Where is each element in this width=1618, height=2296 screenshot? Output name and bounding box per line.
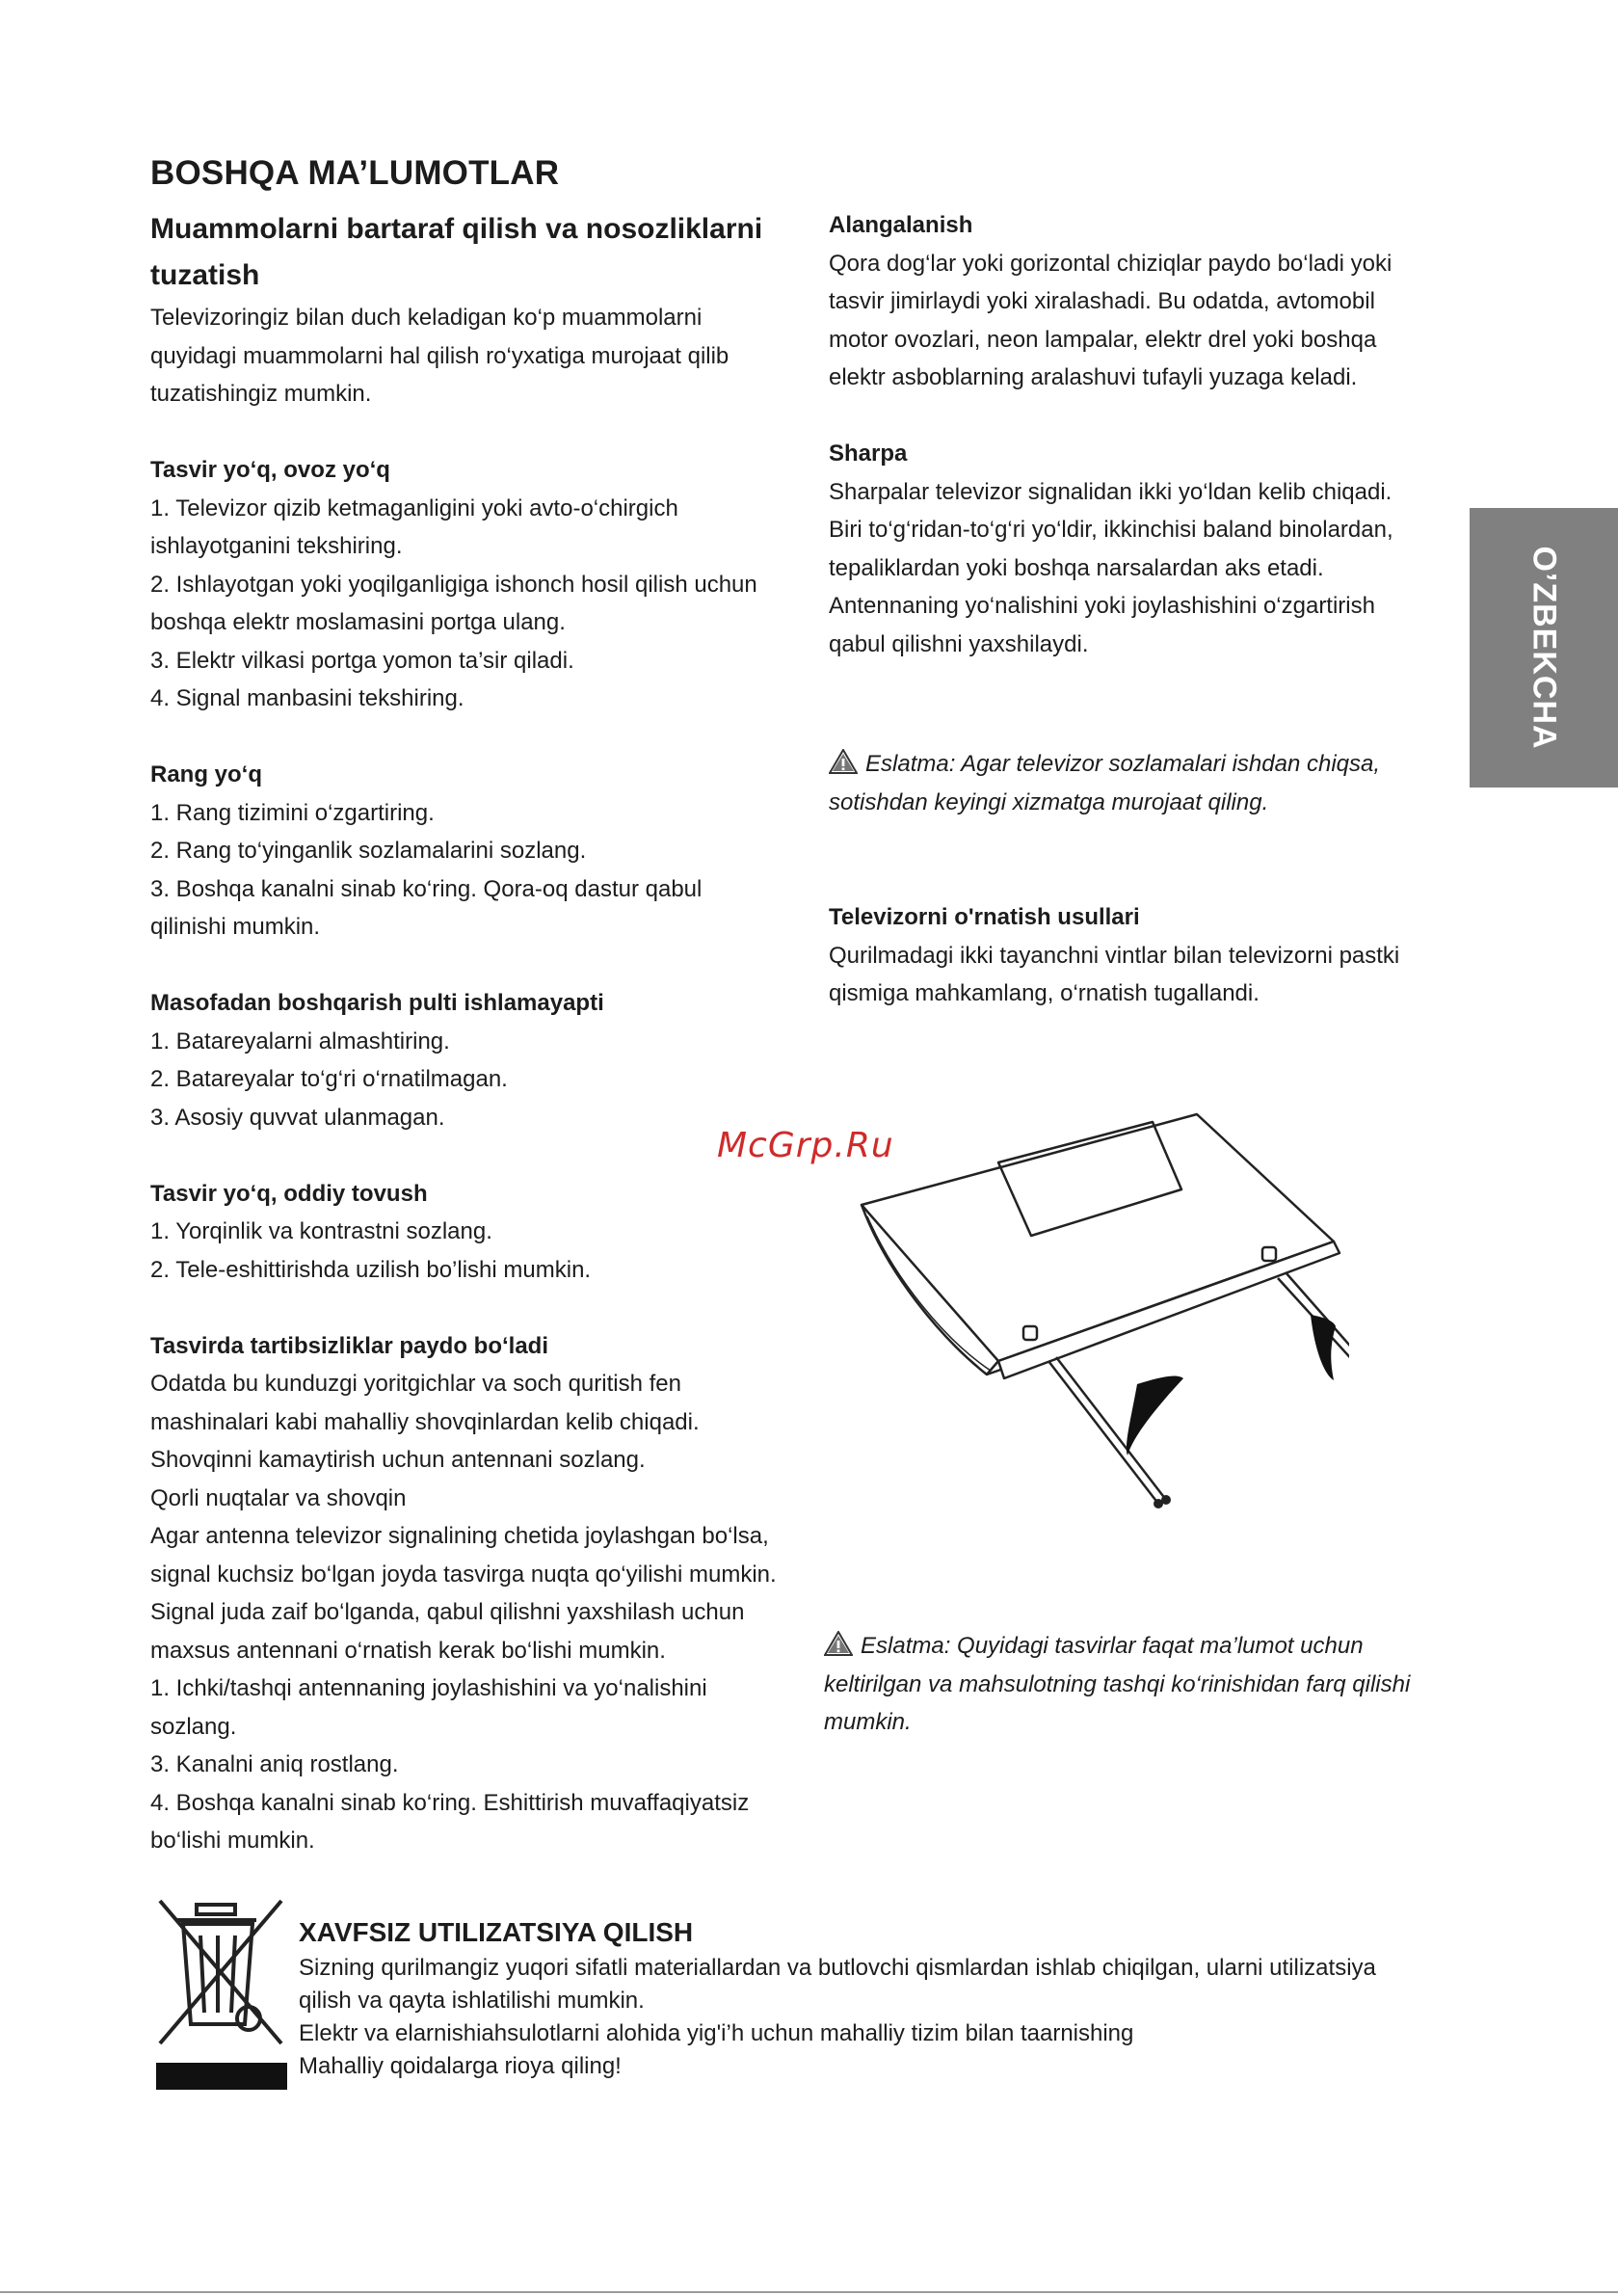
- section-line: 4. Signal manbasini tekshiring.: [150, 685, 464, 711]
- section-line: ishlayotganini tekshiring.: [150, 533, 403, 559]
- section-title-flicker: Alangalanish: [829, 212, 973, 238]
- section-line: sozlang.: [150, 1713, 237, 1740]
- section-line: 1. Yorqinlik va kontrastni sozlang.: [150, 1218, 492, 1244]
- section-line: 2. Tele-eshittirishda uzilish bo’lishi mumkin.: [150, 1256, 592, 1283]
- section-line: 1. Ichki/tashqi antennaning joylashishini va yo‘nalishini: [150, 1675, 707, 1701]
- disposal-line: Sizning qurilmangiz yuqori sifatli materiallardan va butlovchi qismlardan ishlab chiqilgan, ularni utilizatsiya: [299, 1955, 1376, 1981]
- section-title-interference: Tasvirda tartibsizliklar paydo bo‘ladi: [150, 1332, 549, 1359]
- troubleshooting-heading-line2: tuzatish: [150, 259, 260, 291]
- note-line: Eslatma: Quyidagi tasvirlar faqat ma’lumot uchun: [861, 1633, 1364, 1659]
- language-tab: [1470, 508, 1618, 788]
- disposal-title: XAVFSIZ UTILIZATSIYA QILISH: [299, 1917, 694, 1947]
- language-tab-label: O’ZBEKCHA: [1525, 546, 1563, 750]
- section-line: qilinishi mumkin.: [150, 914, 321, 940]
- section-title-no-picture-normal-sound: Tasvir yo‘q, oddiy tovush: [150, 1180, 428, 1207]
- section-line: qismiga mahkamlang, o‘rnatish tugallandi.: [829, 980, 1260, 1006]
- section-line: tasvir jimirlaydi yoki xiralashadi. Bu odatda, avtomobil: [829, 288, 1375, 314]
- section-line: 1. Batareyalarni almashtiring.: [150, 1028, 450, 1055]
- install-section: [829, 898, 1465, 1013]
- section-line: Signal juda zaif bo‘lganda, qabul qilishni yaxshilash uchun: [150, 1599, 745, 1625]
- page-title: BOSHQA MA’LUMOTLAR: [150, 154, 560, 192]
- section-line: 3. Elektr vilkasi portga yomon ta’sir qiladi.: [150, 647, 574, 674]
- section-line: Biri to‘g‘ridan-to‘g‘ri yo‘ldir, ikkinchisi baland binolardan,: [829, 517, 1393, 543]
- warning-icon: [824, 1631, 853, 1656]
- section-line: 2. Batareyalar to‘g‘ri o‘rnatilmagan.: [150, 1066, 508, 1092]
- intro-line: quyidagi muammolarni hal qilish ro‘yxatiga murojaat qilib: [150, 342, 729, 369]
- section-line: Agar antenna televizor signalining chetida joylashgan bo‘lsa,: [150, 1523, 769, 1549]
- section-line: 3. Asosiy quvvat ulanmagan.: [150, 1104, 445, 1131]
- note-line: mumkin.: [824, 1709, 912, 1735]
- bottom-rule: [0, 2291, 1618, 2293]
- section-line: mashinalari kabi mahalliy shovqinlardan kelib chiqadi.: [150, 1408, 700, 1435]
- section-line: 1. Rang tizimini o‘zgartiring.: [150, 799, 435, 826]
- section-line: 2. Rang to‘yinganlik sozlamalarini sozlang.: [150, 838, 587, 864]
- disposal-line: Mahalliy qoidalarga rioya qiling!: [299, 2053, 622, 2079]
- note-illustration: [824, 1627, 1479, 1742]
- section-line: Qora dog‘lar yoki gorizontal chiziqlar paydo bo‘ladi yoki: [829, 250, 1393, 277]
- right-column: [829, 206, 1465, 663]
- section-line: maxsus antennani o‘rnatish kerak bo‘lishi mumkin.: [150, 1637, 666, 1664]
- section-line: 2. Ishlayotgan yoki yoqilganligiga ishonch hosil qilish uchun: [150, 571, 757, 598]
- section-line: 1. Televizor qizib ketmaganligini yoki avto-o‘chirgich: [150, 494, 678, 521]
- section-line: qabul qilishni yaxshilaydi.: [829, 630, 1089, 657]
- intro-line: Televizoringiz bilan duch keladigan ko‘p muammolarni: [150, 305, 703, 331]
- troubleshooting-heading-line1: Muammolarni bartaraf qilish va nosozliklarni: [150, 213, 763, 245]
- section-line: tepaliklardan yoki boshqa narsalardan aks etadi.: [829, 554, 1324, 581]
- section-line: Shovqinni kamaytirish uchun antennani sozlang.: [150, 1447, 646, 1473]
- watermark: McGrp.Ru: [717, 1126, 894, 1165]
- crossed-bin-icon: [156, 1897, 291, 2095]
- section-line: motor ovozlari, neon lampalar, elektr drel yoki boshqa: [829, 326, 1377, 353]
- section-line: 3. Boshqa kanalni sinab ko‘ring. Qora-oq dastur qabul: [150, 875, 703, 902]
- note-line: Eslatma: Agar televizor sozlamalari ishdan chiqsa,: [865, 751, 1381, 777]
- intro-line: tuzatishingiz mumkin.: [150, 381, 372, 407]
- section-title-no-picture-no-sound: Tasvir yo‘q, ovoz yo‘q: [150, 457, 390, 483]
- tv-stand-illustration: [848, 1099, 1349, 1523]
- section-title-remote: Masofadan boshqarish pulti ishlamayapti: [150, 990, 604, 1016]
- section-line: Sharpalar televizor signalidan ikki yo‘ldan kelib chiqadi.: [829, 478, 1393, 505]
- section-line: bo‘lishi mumkin.: [150, 1828, 315, 1854]
- section-line: Qurilmadagi ikki tayanchni vintlar bilan televizorni pastki: [829, 942, 1400, 969]
- section-title-no-color: Rang yo‘q: [150, 761, 263, 788]
- section-line: elektr asboblarning aralashuvi tufayli yuzaga keladi.: [829, 364, 1358, 390]
- section-line: 4. Boshqa kanalni sinab ko‘ring. Eshittirish muvaffaqiyatsiz: [150, 1789, 750, 1816]
- section-line: 3. Kanalni aniq rostlang.: [150, 1751, 399, 1777]
- section-line: Odatda bu kunduzgi yoritgichlar va soch quritish fen: [150, 1371, 681, 1397]
- disposal-line: qilish va qayta ishlatilishi mumkin.: [299, 1988, 645, 2014]
- section-line: signal kuchsiz bo‘lgan joyda tasvirga nuqta qo‘yilishi mumkin.: [150, 1561, 777, 1588]
- section-title-ghosting: Sharpa: [829, 441, 908, 467]
- disposal-section: [299, 1913, 1503, 2083]
- section-line: boshqa elektr moslamasini portga ulang.: [150, 609, 566, 635]
- section-line: Qorli nuqtalar va shovqin: [150, 1484, 407, 1511]
- section-line: Antennaning yo‘nalishini yoki joylashishini o‘zgartirish: [829, 593, 1375, 619]
- note-line: sotishdan keyingi xizmatga murojaat qiling.: [829, 788, 1269, 815]
- note-line: keltirilgan va mahsulotning tashqi ko‘rinishidan farq qilishi: [824, 1670, 1411, 1697]
- warning-icon: [829, 749, 858, 774]
- section-title-install: Televizorni o'rnatish usullari: [829, 904, 1140, 930]
- left-column: [150, 206, 825, 1860]
- disposal-line: Elektr va elarnishiahsulotlarni alohida yig'i’h uchun mahalliy tizim bilan taarnishing: [299, 2020, 1134, 2046]
- note-service: [829, 745, 1465, 821]
